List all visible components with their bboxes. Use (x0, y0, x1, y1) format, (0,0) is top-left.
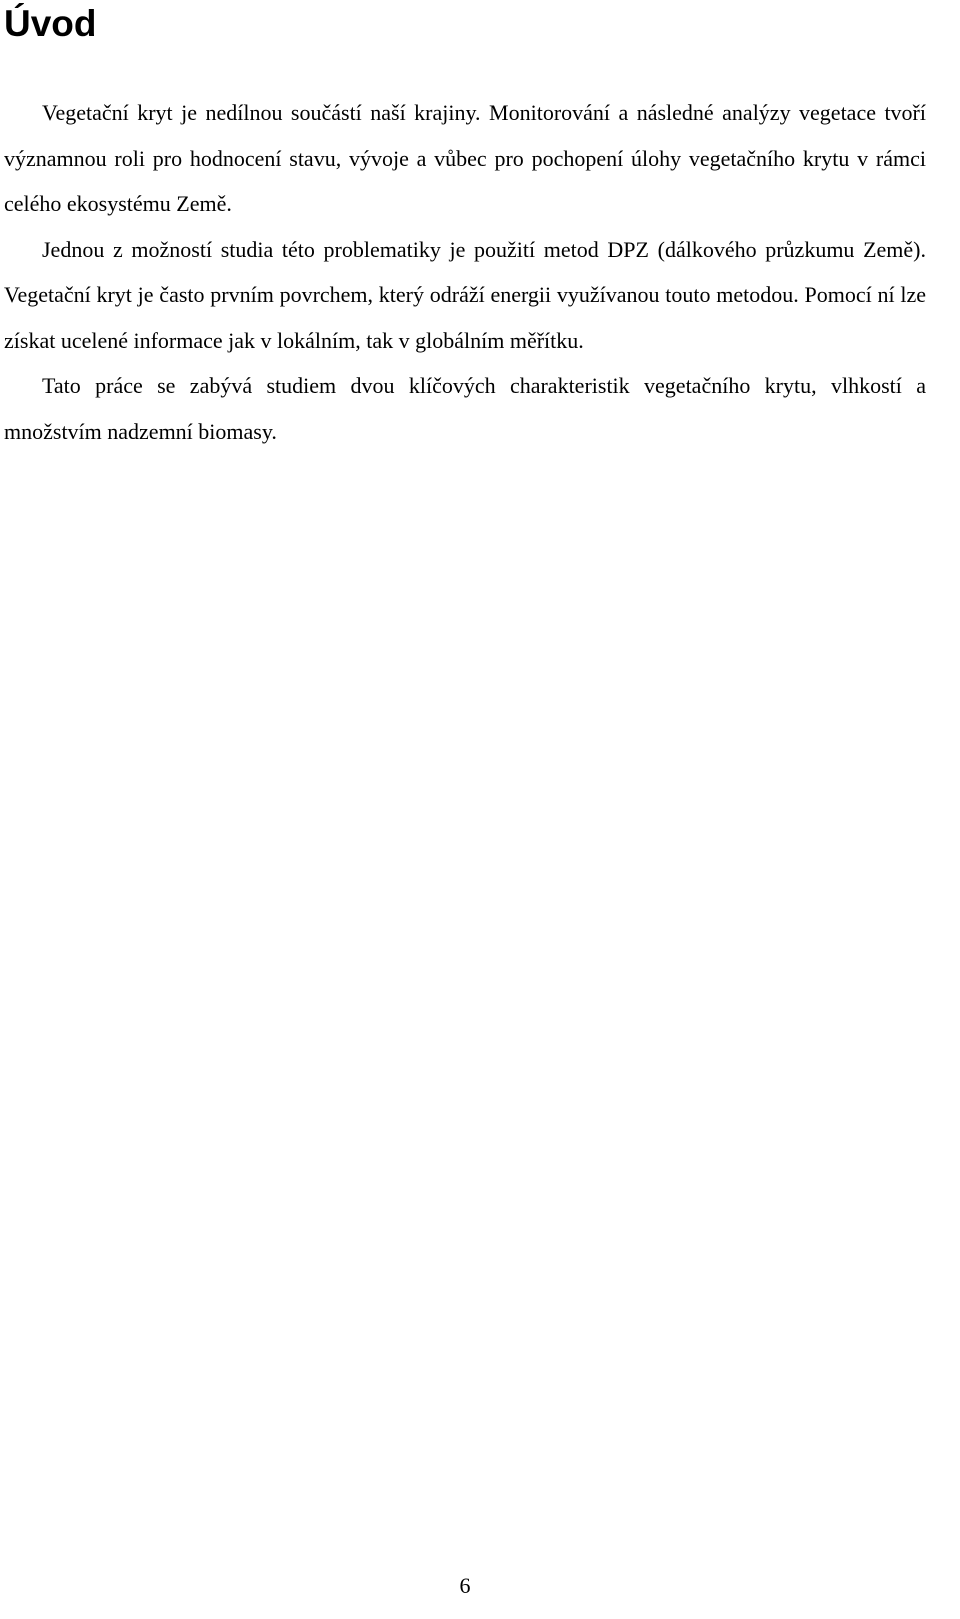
body-text (4, 90, 926, 454)
paragraph-3: Tato práce se zabývá studiem dvou klíčových charakteristik vegetačního krytu, vlhkostí a množstvím nadzemní biomasy. (4, 373, 926, 444)
paragraph-2: Jednou z možností studia této problematiky je použití metod DPZ (dálkového průzkumu Země). Vegetační kryt je často prvním povrchem, který odráží energii využívanou touto metodou. Pomocí ní lze získat ucelené informace jak v lokálním, tak v globálním měřítku. (4, 236, 926, 353)
paragraph-1: Vegetační kryt je nedílnou součástí naší krajiny. Monitorování a následné analýzy vegetace tvoří významnou roli pro hodnocení stavu, vývoje a vůbec pro pochopení úlohy vegetačního krytu v rámci celého ekosystému Země. (4, 100, 926, 216)
page-number: 6 (459, 1573, 471, 1598)
section-heading: Úvod (4, 3, 97, 44)
